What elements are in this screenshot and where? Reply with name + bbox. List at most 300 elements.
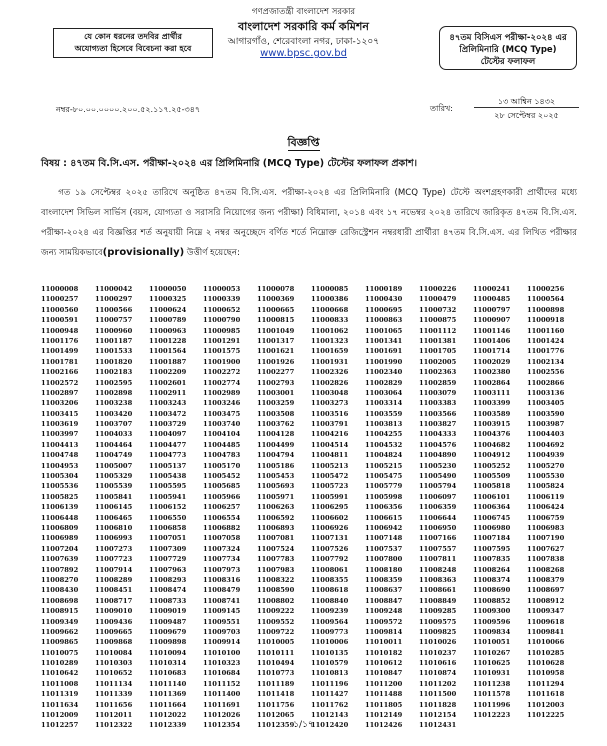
registration-number: 11000797 [473, 305, 511, 314]
registration-number: 11006465 [95, 513, 133, 522]
registration-number: 11012003 [527, 700, 565, 709]
registration-number: 11010005 [257, 638, 295, 647]
registration-number: 11006989 [41, 534, 79, 543]
registration-number: 11009010 [95, 607, 133, 616]
warning-line-1: যে কোন ধরনের তদবির প্রার্থীর [84, 32, 182, 41]
registration-number: 11006364 [473, 503, 511, 512]
registration-number: 11000257 [41, 295, 79, 304]
registration-number: 11009596 [473, 617, 511, 626]
registration-number: 11002595 [95, 378, 133, 387]
registration-number: 11008180 [365, 565, 403, 574]
registration-number: 11007838 [527, 555, 565, 564]
registration-number: 11001564 [149, 347, 187, 356]
registration-number: 11005215 [365, 461, 403, 470]
registration-number: 11000695 [365, 305, 403, 314]
registration-number: 11007058 [203, 534, 241, 543]
registration-number: 11006424 [527, 503, 565, 512]
registration-number: 11011756 [257, 700, 295, 709]
registration-number: 11008717 [95, 596, 133, 605]
registration-number: 11010100 [203, 648, 241, 657]
registration-number: 11009814 [365, 627, 403, 636]
registration-number: 11003707 [95, 420, 133, 429]
registration-number: 11006809 [41, 523, 79, 532]
registration-number: 11002774 [203, 378, 241, 387]
registration-number: 11011369 [149, 690, 187, 699]
registration-number: 11004255 [365, 430, 403, 439]
registration-number: 11003508 [257, 409, 295, 418]
registration-number: 11007983 [257, 565, 295, 574]
registration-number: 11001228 [149, 336, 187, 345]
registration-number: 11011189 [257, 679, 295, 688]
registration-number: 11006592 [257, 513, 295, 522]
registration-number: 11007557 [419, 544, 457, 553]
registration-number: 11009722 [257, 627, 295, 636]
registration-number: 11007131 [311, 534, 349, 543]
registration-number: 11012149 [365, 711, 403, 720]
registration-number: 11008915 [41, 607, 79, 616]
registration-number: 11000591 [41, 316, 79, 325]
registration-number: 11011762 [311, 700, 349, 709]
registration-number: 11004477 [149, 440, 187, 449]
registration-number: 11009572 [365, 617, 403, 626]
registration-number: 11000339 [203, 295, 241, 304]
registration-number: 11002134 [527, 357, 565, 366]
registration-number: 11000008 [41, 285, 79, 293]
result-title-box [439, 26, 577, 70]
registration-number: 11010006 [311, 638, 349, 647]
registration-number: 11008847 [365, 596, 403, 605]
registration-number: 11012143 [311, 711, 349, 720]
registration-number: 11000665 [257, 305, 295, 314]
registration-number: 11009679 [149, 627, 187, 636]
registration-number: 11007835 [473, 555, 511, 564]
registration-number: 11010874 [419, 669, 457, 678]
registration-number: 11006097 [419, 492, 457, 501]
registration-number: 11010075 [41, 648, 79, 657]
registration-number: 11010303 [95, 659, 133, 668]
registration-number: 11002277 [257, 368, 295, 377]
registration-number: 11011200 [365, 679, 403, 688]
registration-number: 11010684 [203, 669, 241, 678]
registration-number: 11007081 [257, 534, 295, 543]
registration-number: 11008363 [419, 575, 457, 584]
registration-number: 11004912 [473, 451, 511, 460]
result-title-line-3: টেস্টের ফলাফল [480, 57, 536, 67]
registration-number: 11003827 [419, 420, 457, 429]
registration-number: 11000297 [95, 295, 133, 304]
registration-number: 11006145 [95, 503, 133, 512]
registration-number: 11009436 [95, 617, 133, 626]
registration-number: 11005941 [149, 492, 187, 501]
registration-number: 11004773 [149, 451, 187, 460]
registration-number: 11011488 [365, 690, 403, 699]
registration-number: 11012223 [473, 711, 511, 720]
registration-number: 11008451 [95, 586, 133, 595]
registration-number: 11009248 [365, 607, 403, 616]
registration-number: 11010616 [419, 659, 457, 668]
registration-number: 11007734 [203, 555, 241, 564]
registration-number: 11004532 [365, 440, 403, 449]
lobbying-warning-box [53, 28, 213, 58]
registration-number: 11002866 [527, 378, 565, 387]
result-title-line-2: প্রিলিমিনারি (MCQ Type) [459, 45, 557, 55]
registration-number: 11005453 [257, 472, 295, 481]
registration-number: 11000564 [527, 295, 565, 304]
registration-number: 11000668 [311, 305, 349, 314]
registration-number: 11003516 [311, 409, 349, 418]
registration-number: 11004748 [41, 451, 79, 460]
registration-number: 11010625 [473, 659, 511, 668]
registration-number: 11002601 [149, 378, 187, 387]
registration-number: 11012154 [419, 711, 457, 720]
registration-number: 11011238 [473, 679, 511, 688]
registration-number: 11012420 [311, 721, 349, 730]
registration-number: 11006263 [257, 503, 295, 512]
registration-number: 11009865 [41, 638, 79, 647]
registration-number: 11001146 [473, 326, 511, 335]
registration-number: 11006644 [419, 513, 457, 522]
registration-number: 11001424 [527, 336, 565, 345]
registration-number: 11000863 [365, 316, 403, 325]
registration-number: 11010237 [419, 648, 457, 657]
registration-number: 11005137 [149, 461, 187, 470]
registration-number: 11012011 [95, 711, 133, 720]
registration-number: 11000833 [311, 316, 349, 325]
registration-number: 11000430 [365, 295, 403, 304]
registration-number: 11004499 [257, 440, 295, 449]
registration-number: 11002183 [95, 368, 133, 377]
registration-number: 11010773 [257, 669, 295, 678]
registration-number: 11001691 [365, 347, 403, 356]
registration-number: 11009145 [203, 607, 241, 616]
registration-number: 11008316 [203, 575, 241, 584]
registration-number: 11009841 [527, 627, 565, 636]
registration-number: 11000479 [419, 295, 457, 304]
registration-number: 11012009 [41, 711, 79, 720]
registration-number: 11007639 [41, 555, 79, 564]
registration-number: 11000050 [149, 285, 187, 293]
website-link[interactable]: www.bpsc.gov.bd [260, 48, 347, 59]
registration-number: 11000241 [473, 285, 511, 293]
registration-number: 11012322 [95, 721, 133, 730]
registration-number: 11005213 [311, 461, 349, 470]
registration-number: 11005475 [365, 472, 403, 481]
registration-number: 11010642 [41, 669, 79, 678]
registration-number: 11007963 [149, 565, 187, 574]
registration-number: 11007166 [419, 534, 457, 543]
registration-number: 11012257 [41, 721, 79, 730]
registration-number: 11009487 [149, 617, 187, 626]
registration-number: 11006295 [311, 503, 349, 512]
registration-number: 11007811 [419, 555, 457, 564]
registration-number: 11005991 [311, 492, 349, 501]
registration-number: 11011202 [419, 679, 457, 688]
registration-number: 11002826 [311, 378, 349, 387]
registration-number: 11011140 [149, 679, 187, 688]
registration-number: 11003273 [311, 399, 349, 408]
registration-number: 11011805 [365, 700, 403, 709]
registration-number: 11000757 [95, 316, 133, 325]
registration-number: 11007190 [527, 534, 565, 543]
registration-number: 11000948 [41, 326, 79, 335]
registration-number: 11009618 [527, 617, 565, 626]
registration-number: 11003566 [419, 409, 457, 418]
registration-number: 11003475 [203, 409, 241, 418]
registration-number: 11010026 [419, 638, 457, 647]
registration-number: 11004403 [527, 430, 565, 439]
registration-number: 11001341 [365, 336, 403, 345]
registration-number: 11003243 [149, 399, 187, 408]
registration-number: 11003238 [95, 399, 133, 408]
registration-number: 11001887 [149, 357, 187, 366]
registration-number: 11006615 [365, 513, 403, 522]
registration-number: 11007051 [149, 534, 187, 543]
registration-number: 11011618 [527, 690, 565, 699]
registration-number: 11001926 [257, 357, 295, 366]
registration-number: 11002793 [257, 378, 295, 387]
registration-number: 11004794 [257, 451, 295, 460]
registration-number: 11007723 [95, 555, 133, 564]
registration-number: 11004464 [95, 440, 133, 449]
registration-number: 11011196 [311, 679, 349, 688]
registration-number: 11012065 [257, 711, 295, 720]
registration-number: 11001187 [95, 336, 133, 345]
registration-number: 11009239 [311, 607, 349, 616]
registration-number: 11006119 [527, 492, 565, 501]
registration-number: 11007729 [149, 555, 187, 564]
registration-number: 11011656 [95, 700, 133, 709]
registration-number: 11004939 [527, 451, 565, 460]
registration-number: 11012225 [527, 711, 565, 720]
registration-number: 11000226 [419, 285, 457, 293]
registration-number: 11002859 [419, 378, 457, 387]
registration-number: 11005186 [257, 461, 295, 470]
registration-number: 11004128 [257, 430, 295, 439]
registration-number: 11004333 [419, 430, 457, 439]
registration-number: 11000560 [41, 305, 79, 314]
registration-number: 11003246 [203, 399, 241, 408]
registration-number: 11003590 [527, 409, 565, 418]
registration-number: 11010051 [473, 638, 511, 647]
registration-number: 11006554 [203, 513, 241, 522]
registration-number: 11009551 [203, 617, 241, 626]
registration-number: 11012426 [365, 721, 403, 730]
registration-number: 11004783 [203, 451, 241, 460]
date-bangla: ১৩ আশ্বিন ১৪৩২ [497, 97, 556, 106]
registration-number: 11006602 [311, 513, 349, 522]
registration-number: 11000918 [527, 316, 565, 325]
registration-number: 11000189 [365, 285, 403, 293]
registration-number: 11006356 [365, 503, 403, 512]
registration-number: 11005825 [41, 492, 79, 501]
registration-number: 11003136 [527, 388, 565, 397]
registration-number: 11006745 [473, 513, 511, 522]
notice-body [41, 183, 577, 263]
registration-number: 11008248 [419, 565, 457, 574]
registration-number: 11003001 [257, 388, 295, 397]
registration-number: 11002029 [473, 357, 511, 366]
registration-number: 11001781 [41, 357, 79, 366]
registration-number: 11012339 [149, 721, 187, 730]
registration-number: 11010813 [311, 669, 349, 678]
registration-number: 11000325 [149, 295, 187, 304]
registration-number: 11006448 [41, 513, 79, 522]
registration-number: 11003915 [473, 420, 511, 429]
registration-number: 11006926 [311, 523, 349, 532]
registration-number: 11005530 [527, 472, 565, 481]
registration-number: 11001931 [311, 357, 349, 366]
registration-number: 11002898 [95, 388, 133, 397]
registration-number: 11006942 [365, 523, 403, 532]
registration-number: 11002911 [149, 388, 187, 397]
date-label: তারিখ: [430, 104, 453, 113]
registration-number: 11006152 [149, 503, 187, 512]
registration-number: 11005490 [419, 472, 457, 481]
registration-number: 11004682 [473, 440, 511, 449]
registration-number: 11011500 [419, 690, 457, 699]
registration-number: 11006993 [95, 534, 133, 543]
registration-number: 11004033 [95, 430, 133, 439]
registration-number: 11007524 [257, 544, 295, 553]
registration-number: 11008741 [203, 596, 241, 605]
registration-number: 11002340 [365, 368, 403, 377]
registration-number: 11008840 [311, 596, 349, 605]
registration-number: 11011134 [95, 679, 133, 688]
registration-number: 11007792 [311, 555, 349, 564]
provisionally-word: (provisionally) [102, 247, 185, 258]
registration-number: 11009285 [419, 607, 457, 616]
registration-number: 11005472 [311, 472, 349, 481]
registration-number: 11009665 [95, 627, 133, 636]
registration-number: 11000078 [257, 285, 295, 293]
registration-number: 11007595 [473, 544, 511, 553]
registration-number: 11000085 [311, 285, 349, 293]
registration-number: 11010612 [365, 659, 403, 668]
registration-number: 11008374 [473, 575, 511, 584]
registration-number: 11010628 [527, 659, 565, 668]
registration-number: 11006101 [473, 492, 511, 501]
registration-number: 11008474 [149, 586, 187, 595]
registration-number: 11008293 [149, 575, 187, 584]
registration-number: 11010579 [311, 659, 349, 668]
registration-number: 11004376 [473, 430, 511, 439]
registration-number: 11010931 [473, 669, 511, 678]
registration-number: 11001533 [95, 347, 133, 356]
registration-number: 11008590 [257, 586, 295, 595]
registration-number: 11009222 [257, 607, 295, 616]
registration-number: 11004953 [41, 461, 79, 470]
registration-number: 11011418 [257, 690, 295, 699]
registration-number: 11006759 [527, 513, 565, 522]
registration-number: 11005509 [473, 472, 511, 481]
registration-number: 11008264 [473, 565, 511, 574]
registration-number: 11001112 [419, 326, 457, 335]
registration-number: 11005685 [203, 482, 241, 491]
notice-subject: বিষয় : ৪৭তম বি.সি.এস. পরীক্ষা-২০২৪ এর প্রিলিমিনারি (MCQ Type) টেস্টের ফলাফল প্রকাশ। [41, 158, 417, 169]
registration-number: 11004576 [419, 440, 457, 449]
registration-number: 11007627 [527, 544, 565, 553]
registration-number: 11003383 [419, 399, 457, 408]
registration-number: 11000875 [419, 316, 457, 325]
registration-number: 11004216 [311, 430, 349, 439]
registration-number: 11011664 [149, 700, 187, 709]
registration-number: 11003740 [203, 420, 241, 429]
registration-number: 11010323 [203, 659, 241, 668]
registration-number: 11008268 [527, 565, 565, 574]
registration-number: 11008618 [311, 586, 349, 595]
registration-number: 11008479 [203, 586, 241, 595]
registration-number: 11000042 [95, 285, 133, 293]
registration-number: 11010314 [149, 659, 187, 668]
registration-number: 11005693 [257, 482, 295, 491]
registration-number: 11002829 [365, 378, 403, 387]
registration-number: 11006950 [419, 523, 457, 532]
registration-number: 11006257 [203, 503, 241, 512]
registration-number: 11005818 [473, 482, 511, 491]
registration-number: 11003791 [311, 420, 349, 429]
government-line: গণপ্রজাতন্ত্রী বাংলাদেশ সরকার [251, 7, 356, 17]
date-english: ২৮ সেপ্টেম্বর ২০২৫ [494, 111, 559, 120]
commission-name: বাংলাদেশ সরকারি কর্ম কমিশন [238, 20, 369, 33]
registration-number: 11007973 [203, 565, 241, 574]
registration-number: 11000732 [419, 305, 457, 314]
registration-number: 11004485 [203, 440, 241, 449]
registration-number: 11008690 [473, 586, 511, 595]
registration-number: 11009825 [419, 627, 457, 636]
registration-number: 11004890 [419, 451, 457, 460]
registration-number: 11012022 [149, 711, 187, 720]
registration-number: 11004749 [95, 451, 133, 460]
registration-number: 11002209 [149, 368, 187, 377]
registration-number: 11000624 [149, 305, 187, 314]
registration-number: 11003405 [527, 399, 565, 408]
registration-number: 11003111 [473, 388, 511, 397]
registration-number: 11007324 [203, 544, 241, 553]
registration-number: 11001176 [41, 336, 79, 345]
registration-number: 11003729 [149, 420, 187, 429]
registration-number: 11005329 [95, 472, 133, 481]
registration-number: 11012431 [419, 721, 457, 730]
registration-number: 11006980 [473, 523, 511, 532]
registration-number: 11003206 [41, 399, 79, 408]
registration-number: 11008661 [419, 586, 457, 595]
registration-number: 11001714 [473, 347, 511, 356]
registration-number: 11001323 [311, 336, 349, 345]
registration-number: 11000386 [311, 295, 349, 304]
registration-number: 11008697 [527, 586, 565, 595]
registration-number: 11003420 [95, 409, 133, 418]
registration-number: 11000963 [149, 326, 187, 335]
registration-number: 11001575 [203, 347, 241, 356]
registration-number: 11005270 [527, 461, 565, 470]
registration-number: 11007309 [149, 544, 187, 553]
registration-number: 11002556 [527, 368, 565, 377]
registration-number: 11007892 [41, 565, 79, 574]
registration-number: 11011152 [203, 679, 241, 688]
registration-number: 11001705 [419, 347, 457, 356]
commission-address: আগারগাঁও, শেরেবাংলা নগর, ঢাকা-১২০৭ [227, 37, 380, 47]
registration-number: 11001049 [257, 326, 295, 335]
registration-number: 11010652 [95, 669, 133, 678]
registration-number: 11007148 [365, 534, 403, 543]
registration-number: 11010289 [41, 659, 79, 668]
registration-number: 11001062 [311, 326, 349, 335]
registration-number: 11008912 [527, 596, 565, 605]
registration-number: 11009662 [41, 627, 79, 636]
registration-number: 11005779 [365, 482, 403, 491]
result-title-line-1: ৪৭তম বিসিএস পরীক্ষা-২০২৪ এর [449, 33, 567, 43]
registration-number: 11008379 [527, 575, 565, 584]
